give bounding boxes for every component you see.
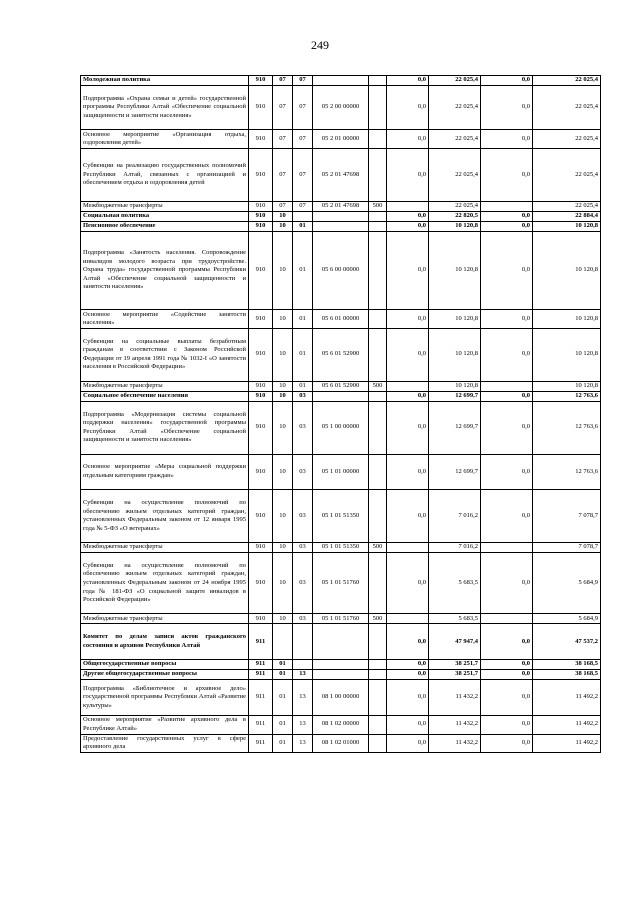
row-name: Комитет по делам записи актов гражданского состояния и архивов Республики Алтай: [81, 624, 249, 660]
row-target-article: 05 6 00 00000: [313, 231, 369, 309]
row-section: 07: [273, 76, 293, 86]
table-row: [81, 715, 601, 734]
row-sum-3: 0,0: [481, 553, 533, 614]
row-sum-4: 11 492,2: [533, 715, 601, 734]
table-row: [81, 670, 601, 680]
row-section: 01: [273, 670, 293, 680]
row-target-article: [313, 624, 369, 660]
row-name: Основное мероприятие «Меры социальной поддержки отдельным категориям граждан»: [81, 454, 249, 490]
row-sum-3: 0,0: [481, 211, 533, 221]
row-sum-4: 22 884,4: [533, 211, 601, 221]
table-row: [81, 680, 601, 716]
table-row: [81, 221, 601, 231]
row-target-article: 05 6 01 00000: [313, 310, 369, 329]
row-sum-1: [387, 381, 429, 391]
row-sum-4: 10 120,8: [533, 221, 601, 231]
row-name: Другие общегосударственные вопросы: [81, 670, 249, 680]
row-sum-2: 11 432,2: [429, 734, 481, 753]
row-name: Молодежная политика: [81, 76, 249, 86]
row-sum-1: 0,0: [387, 454, 429, 490]
row-subsection: 03: [293, 553, 313, 614]
row-name: Межбюджетные трансферты: [81, 201, 249, 211]
row-sum-1: 0,0: [387, 553, 429, 614]
row-ved: 910: [249, 76, 273, 86]
row-sum-1: 0,0: [387, 76, 429, 86]
row-sum-2: 11 432,2: [429, 680, 481, 716]
row-expense-type: 500: [369, 201, 387, 211]
row-name: Социальная политика: [81, 211, 249, 221]
row-name: Субвенции на социальные выплаты безработным гражданам в соответствии с Законом Российской Федерации от 19 апреля 1991 года № 1032-I «О занятости населения в Российской Федерации»: [81, 328, 249, 381]
row-expense-type: [369, 391, 387, 401]
table-row: [81, 86, 601, 130]
row-sum-2: 5 683,5: [429, 614, 481, 624]
row-section: [273, 624, 293, 660]
row-sum-4: 22 025,4: [533, 148, 601, 201]
row-section: 01: [273, 715, 293, 734]
row-name: Субвенции на осуществление полномочий по обеспечению жильем отдельных категорий граждан, установленных Федеральным законом от 24 ноября 1995 года № 181-ФЗ «О социальной защите инвалидов в Российской Федерации»: [81, 553, 249, 614]
row-sum-1: [387, 201, 429, 211]
row-sum-3: [481, 614, 533, 624]
row-target-article: 05 1 01 51760: [313, 614, 369, 624]
row-sum-1: 0,0: [387, 660, 429, 670]
row-subsection: 07: [293, 130, 313, 149]
row-sum-4: 11 492,2: [533, 680, 601, 716]
row-section: 10: [273, 310, 293, 329]
row-sum-4: 10 120,8: [533, 231, 601, 309]
table-row: [81, 660, 601, 670]
row-sum-4: 7 078,7: [533, 543, 601, 553]
row-section: 07: [273, 201, 293, 211]
row-expense-type: [369, 231, 387, 309]
row-sum-2: 10 120,8: [429, 231, 481, 309]
table-row: [81, 328, 601, 381]
row-subsection: 13: [293, 680, 313, 716]
row-section: 10: [273, 553, 293, 614]
row-expense-type: [369, 553, 387, 614]
row-name: Подпрограмма «Модернизация системы социальной поддержки населения» государственной программы Республики Алтай «Обеспечение социальной защищенности и занятости населения»: [81, 401, 249, 454]
row-target-article: 08 1 00 00000: [313, 680, 369, 716]
row-target-article: [313, 660, 369, 670]
row-target-article: 08 1 02 00000: [313, 715, 369, 734]
table-row: [81, 490, 601, 543]
row-expense-type: [369, 670, 387, 680]
row-sum-2: 38 251,7: [429, 660, 481, 670]
table-row: [81, 734, 601, 753]
row-name: Основное мероприятие «Развитие архивного дела в Республике Алтай»: [81, 715, 249, 734]
row-name: Субвенции на осуществление полномочий по обеспечению жильем отдельных категорий граждан, установленных Федеральным законом от 12 января 1995 года № 5-ФЗ «О ветеранах»: [81, 490, 249, 543]
row-sum-3: 0,0: [481, 734, 533, 753]
row-section: 10: [273, 490, 293, 543]
row-section: 10: [273, 454, 293, 490]
row-expense-type: [369, 221, 387, 231]
row-section: 10: [273, 211, 293, 221]
row-sum-3: 0,0: [481, 328, 533, 381]
row-ved: 910: [249, 148, 273, 201]
table-row: [81, 454, 601, 490]
table-row: [81, 614, 601, 624]
row-sum-4: 12 763,6: [533, 391, 601, 401]
row-ved: 911: [249, 660, 273, 670]
row-expense-type: [369, 454, 387, 490]
table-row: [81, 553, 601, 614]
row-sum-1: 0,0: [387, 670, 429, 680]
row-sum-4: 10 120,8: [533, 310, 601, 329]
row-subsection: 01: [293, 328, 313, 381]
row-ved: 911: [249, 624, 273, 660]
row-sum-2: 12 699,7: [429, 401, 481, 454]
row-ved: 910: [249, 86, 273, 130]
row-sum-3: 0,0: [481, 86, 533, 130]
row-ved: 910: [249, 490, 273, 543]
row-sum-4: 12 763,6: [533, 401, 601, 454]
row-sum-3: 0,0: [481, 76, 533, 86]
row-sum-3: 0,0: [481, 221, 533, 231]
row-sum-2: 22 025,4: [429, 76, 481, 86]
row-expense-type: [369, 148, 387, 201]
row-sum-3: 0,0: [481, 680, 533, 716]
row-ved: 911: [249, 680, 273, 716]
row-target-article: [313, 211, 369, 221]
row-sum-4: 47 537,2: [533, 624, 601, 660]
row-subsection: 13: [293, 670, 313, 680]
row-sum-3: 0,0: [481, 624, 533, 660]
row-name: Основное мероприятие «Содействие занятости населения»: [81, 310, 249, 329]
row-sum-1: [387, 543, 429, 553]
row-sum-3: [481, 543, 533, 553]
row-name: Предоставление государственных услуг в сфере архивного дела: [81, 734, 249, 753]
row-sum-2: 5 683,5: [429, 553, 481, 614]
row-sum-4: 22 025,4: [533, 130, 601, 149]
row-sum-2: 10 120,8: [429, 221, 481, 231]
row-subsection: 07: [293, 86, 313, 130]
row-sum-4: 38 168,5: [533, 660, 601, 670]
row-section: 01: [273, 734, 293, 753]
row-sum-3: 0,0: [481, 670, 533, 680]
row-section: 10: [273, 221, 293, 231]
budget-table-body: [81, 76, 601, 753]
row-expense-type: [369, 624, 387, 660]
table-row: [81, 130, 601, 149]
row-subsection: 01: [293, 310, 313, 329]
table-row: [81, 401, 601, 454]
row-name: Пенсионное обеспечение: [81, 221, 249, 231]
row-sum-4: 22 025,4: [533, 76, 601, 86]
row-target-article: 08 1 02 01000: [313, 734, 369, 753]
row-sum-3: [481, 381, 533, 391]
row-ved: 911: [249, 715, 273, 734]
row-section: 10: [273, 543, 293, 553]
row-target-article: 05 2 01 00000: [313, 130, 369, 149]
row-name: Межбюджетные трансферты: [81, 543, 249, 553]
budget-table: [80, 75, 601, 753]
row-sum-4: 5 684,9: [533, 553, 601, 614]
row-ved: 910: [249, 391, 273, 401]
row-section: 01: [273, 660, 293, 670]
row-target-article: 05 6 01 52900: [313, 381, 369, 391]
row-sum-3: [481, 201, 533, 211]
row-section: 07: [273, 86, 293, 130]
row-sum-2: 12 699,7: [429, 391, 481, 401]
row-sum-2: 10 120,8: [429, 310, 481, 329]
row-expense-type: [369, 715, 387, 734]
row-section: 10: [273, 391, 293, 401]
row-target-article: 05 2 00 00000: [313, 86, 369, 130]
table-row: [81, 211, 601, 221]
row-subsection: 01: [293, 231, 313, 309]
page-number: 249: [311, 38, 329, 52]
row-subsection: 03: [293, 614, 313, 624]
row-sum-4: 7 078,7: [533, 490, 601, 543]
row-expense-type: 500: [369, 614, 387, 624]
row-expense-type: [369, 328, 387, 381]
row-expense-type: 500: [369, 381, 387, 391]
row-expense-type: [369, 310, 387, 329]
row-sum-4: 5 684,9: [533, 614, 601, 624]
row-name: Основное мероприятие «Организация отдыха, оздоровления детей»: [81, 130, 249, 149]
row-subsection: 07: [293, 148, 313, 201]
row-subsection: 03: [293, 391, 313, 401]
row-expense-type: [369, 734, 387, 753]
row-subsection: 01: [293, 381, 313, 391]
row-sum-1: 0,0: [387, 391, 429, 401]
row-subsection: 03: [293, 490, 313, 543]
row-ved: 910: [249, 130, 273, 149]
row-target-article: 05 1 01 00000: [313, 454, 369, 490]
row-name: Подпрограмма «Охрана семьи и детей» государственной программы Республики Алтай «Обеспечение социальной защищенности и занятости населения»: [81, 86, 249, 130]
row-sum-4: 38 168,5: [533, 670, 601, 680]
row-sum-1: 0,0: [387, 221, 429, 231]
row-sum-1: 0,0: [387, 130, 429, 149]
row-section: 07: [273, 148, 293, 201]
row-subsection: 03: [293, 454, 313, 490]
row-sum-2: 11 432,2: [429, 715, 481, 734]
row-target-article: 05 1 01 51350: [313, 490, 369, 543]
row-sum-1: 0,0: [387, 715, 429, 734]
row-subsection: [293, 660, 313, 670]
row-ved: 911: [249, 670, 273, 680]
row-sum-3: 0,0: [481, 401, 533, 454]
row-ved: 910: [249, 328, 273, 381]
row-sum-1: 0,0: [387, 401, 429, 454]
row-subsection: 07: [293, 76, 313, 86]
row-subsection: 13: [293, 734, 313, 753]
row-name: Межбюджетные трансферты: [81, 381, 249, 391]
row-sum-2: 22 025,4: [429, 148, 481, 201]
row-sum-2: 22 820,5: [429, 211, 481, 221]
row-name: Межбюджетные трансферты: [81, 614, 249, 624]
row-sum-1: 0,0: [387, 148, 429, 201]
row-expense-type: [369, 211, 387, 221]
row-subsection: [293, 624, 313, 660]
row-ved: 910: [249, 553, 273, 614]
row-sum-1: 0,0: [387, 328, 429, 381]
row-target-article: 05 1 00 00000: [313, 401, 369, 454]
row-sum-2: 10 120,8: [429, 328, 481, 381]
row-subsection: 13: [293, 715, 313, 734]
row-sum-4: 22 025,4: [533, 201, 601, 211]
row-sum-3: 0,0: [481, 715, 533, 734]
table-row: [81, 148, 601, 201]
table-row: [81, 76, 601, 86]
row-sum-2: 38 251,7: [429, 670, 481, 680]
row-name: Подпрограмма «Занятость населения. Сопровождение инвалидов молодого возраста при трудоустройстве. Охрана труда» государственной программы Республики Алтай «Обеспечение социальной защищенности и занятости населения»: [81, 231, 249, 309]
row-target-article: 05 6 01 52900: [313, 328, 369, 381]
row-sum-2: 22 025,4: [429, 86, 481, 130]
row-subsection: 07: [293, 201, 313, 211]
row-sum-1: [387, 614, 429, 624]
row-sum-1: 0,0: [387, 211, 429, 221]
row-ved: 910: [249, 401, 273, 454]
row-ved: 911: [249, 734, 273, 753]
row-expense-type: [369, 660, 387, 670]
row-sum-1: 0,0: [387, 490, 429, 543]
row-target-article: 05 1 01 51760: [313, 553, 369, 614]
row-sum-4: 12 763,6: [533, 454, 601, 490]
row-sum-2: 10 120,8: [429, 381, 481, 391]
row-section: 10: [273, 231, 293, 309]
row-sum-3: 0,0: [481, 130, 533, 149]
row-expense-type: [369, 490, 387, 543]
row-expense-type: [369, 680, 387, 716]
row-name: Подпрограмма «Библиотечное и архивное дело» государственной программы Республики Алтай «Развитие культуры»: [81, 680, 249, 716]
row-subsection: 03: [293, 543, 313, 553]
row-subsection: 01: [293, 221, 313, 231]
row-sum-3: 0,0: [481, 148, 533, 201]
row-target-article: [313, 670, 369, 680]
row-sum-2: 22 025,4: [429, 201, 481, 211]
row-ved: 910: [249, 221, 273, 231]
row-name: Социальное обеспечение населения: [81, 391, 249, 401]
row-subsection: 03: [293, 401, 313, 454]
row-expense-type: 500: [369, 543, 387, 553]
row-sum-2: 7 016,2: [429, 543, 481, 553]
row-section: 10: [273, 328, 293, 381]
row-ved: 910: [249, 201, 273, 211]
row-section: 10: [273, 381, 293, 391]
row-target-article: 05 2 01 47698: [313, 201, 369, 211]
row-sum-1: 0,0: [387, 680, 429, 716]
row-expense-type: [369, 401, 387, 454]
row-sum-2: 7 016,2: [429, 490, 481, 543]
row-ved: 910: [249, 211, 273, 221]
row-sum-1: 0,0: [387, 231, 429, 309]
row-ved: 910: [249, 310, 273, 329]
row-ved: 910: [249, 614, 273, 624]
row-sum-4: 22 025,4: [533, 86, 601, 130]
row-expense-type: [369, 86, 387, 130]
row-expense-type: [369, 130, 387, 149]
row-sum-3: 0,0: [481, 310, 533, 329]
row-target-article: [313, 221, 369, 231]
row-ved: 910: [249, 454, 273, 490]
table-row: [81, 624, 601, 660]
table-row: [81, 310, 601, 329]
row-target-article: [313, 76, 369, 86]
row-sum-1: 0,0: [387, 734, 429, 753]
row-sum-2: 12 699,7: [429, 454, 481, 490]
row-ved: 910: [249, 231, 273, 309]
row-sum-1: 0,0: [387, 310, 429, 329]
row-ved: 910: [249, 543, 273, 553]
row-target-article: 05 1 01 51350: [313, 543, 369, 553]
row-sum-3: 0,0: [481, 660, 533, 670]
row-sum-3: 0,0: [481, 231, 533, 309]
table-row: [81, 381, 601, 391]
table-row: [81, 201, 601, 211]
row-target-article: 05 2 01 47698: [313, 148, 369, 201]
row-sum-3: 0,0: [481, 391, 533, 401]
row-sum-2: 47 947,4: [429, 624, 481, 660]
row-sum-2: 22 025,4: [429, 130, 481, 149]
table-row: [81, 231, 601, 309]
row-sum-4: 10 120,8: [533, 381, 601, 391]
row-ved: 910: [249, 381, 273, 391]
row-subsection: [293, 211, 313, 221]
row-name: Субвенции на реализацию государственных полномочий Республики Алтай, связанных с организацией и обеспечением отдыха и оздоровления детей: [81, 148, 249, 201]
row-sum-1: 0,0: [387, 86, 429, 130]
row-sum-4: 11 492,2: [533, 734, 601, 753]
row-sum-1: 0,0: [387, 624, 429, 660]
row-section: 01: [273, 680, 293, 716]
row-target-article: [313, 391, 369, 401]
row-section: 10: [273, 614, 293, 624]
row-sum-3: 0,0: [481, 490, 533, 543]
row-name: Общегосударственные вопросы: [81, 660, 249, 670]
row-sum-4: 10 120,8: [533, 328, 601, 381]
row-sum-3: 0,0: [481, 454, 533, 490]
row-section: 07: [273, 130, 293, 149]
table-row: [81, 543, 601, 553]
table-row: [81, 391, 601, 401]
row-expense-type: [369, 76, 387, 86]
row-section: 10: [273, 401, 293, 454]
